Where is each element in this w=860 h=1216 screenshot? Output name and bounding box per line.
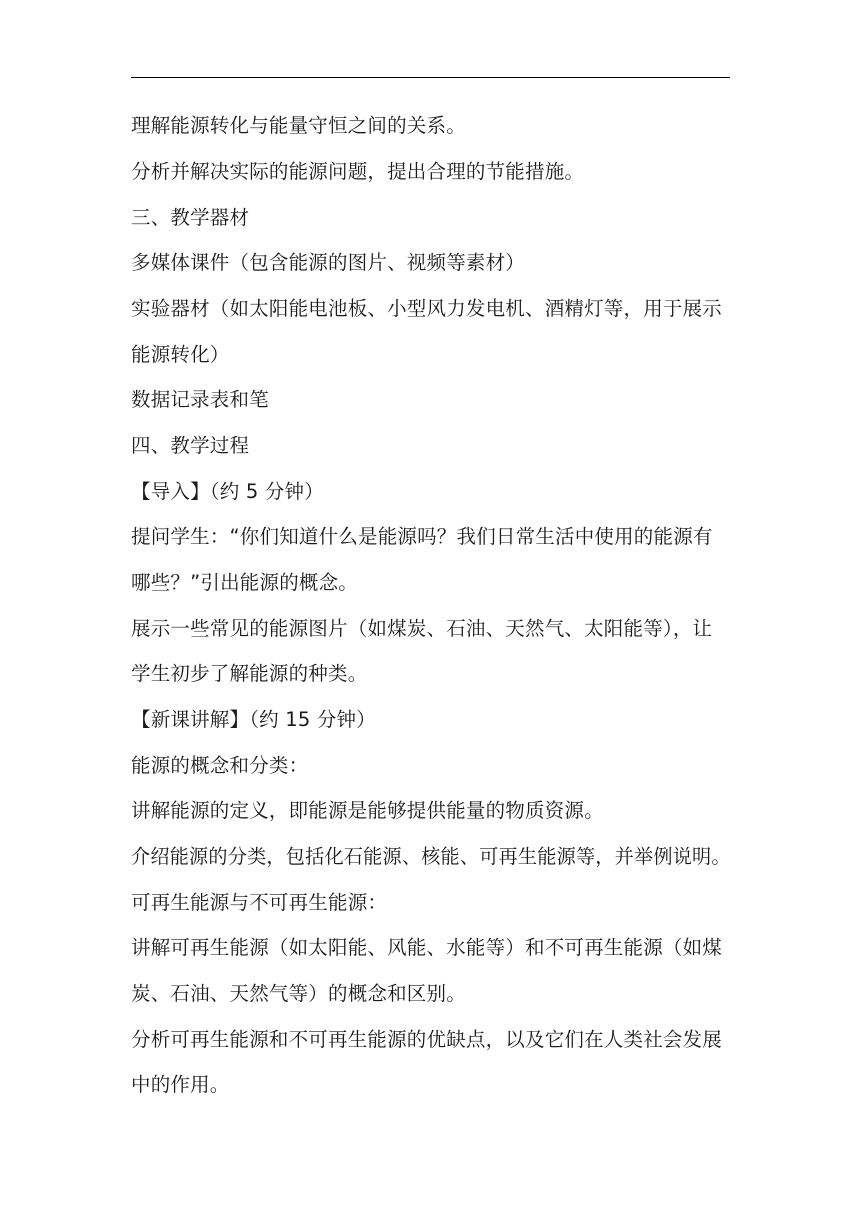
- text-line: 分析可再生能源和不可再生能源的优缺点，以及它们在人类社会发展: [131, 1028, 723, 1051]
- text-line: 多媒体课件（包含能源的图片、视频等素材）: [131, 251, 526, 274]
- text-line: 能源转化）: [131, 343, 230, 366]
- text-line: 能源的概念和分类：: [131, 754, 309, 777]
- text-line: 哪些？”引出能源的概念。: [131, 571, 359, 594]
- text-line: 学生初步了解能源的种类。: [131, 662, 368, 685]
- text-line: 实验器材（如太阳能电池板、小型风力发电机、酒精灯等，用于展示: [131, 297, 723, 320]
- text-line: 炭、石油、天然气等）的概念和区别。: [131, 982, 466, 1005]
- text-line: 展示一些常见的能源图片（如煤炭、石油、天然气、太阳能等），让: [131, 617, 713, 640]
- text-line: 提问学生：“你们知道什么是能源吗？我们日常生活中使用的能源有: [131, 525, 713, 548]
- subsection-heading-new-lesson: 【新课讲解】（约 15 分钟）: [131, 708, 376, 731]
- text-line: 中的作用。: [131, 1073, 230, 1096]
- text-line: 讲解能源的定义，即能源是能够提供能量的物质资源。: [131, 799, 604, 822]
- header-rule: [131, 77, 730, 78]
- section-heading-equipment: 三、教学器材: [131, 206, 250, 229]
- subsection-heading-intro: 【导入】（约 5 分钟）: [131, 480, 324, 503]
- text-line: 理解能源转化与能量守恒之间的关系。: [131, 114, 466, 137]
- text-line: 介绍能源的分类，包括化石能源、核能、可再生能源等，并举例说明。: [131, 845, 731, 868]
- text-line: 分析并解决实际的能源问题，提出合理的节能措施。: [131, 160, 585, 183]
- text-line: 讲解可再生能源（如太阳能、风能、水能等）和不可再生能源（如煤: [131, 936, 723, 959]
- section-heading-process: 四、教学过程: [131, 434, 250, 457]
- text-line: 数据记录表和笔: [131, 388, 269, 411]
- text-line: 可再生能源与不可再生能源：: [131, 891, 388, 914]
